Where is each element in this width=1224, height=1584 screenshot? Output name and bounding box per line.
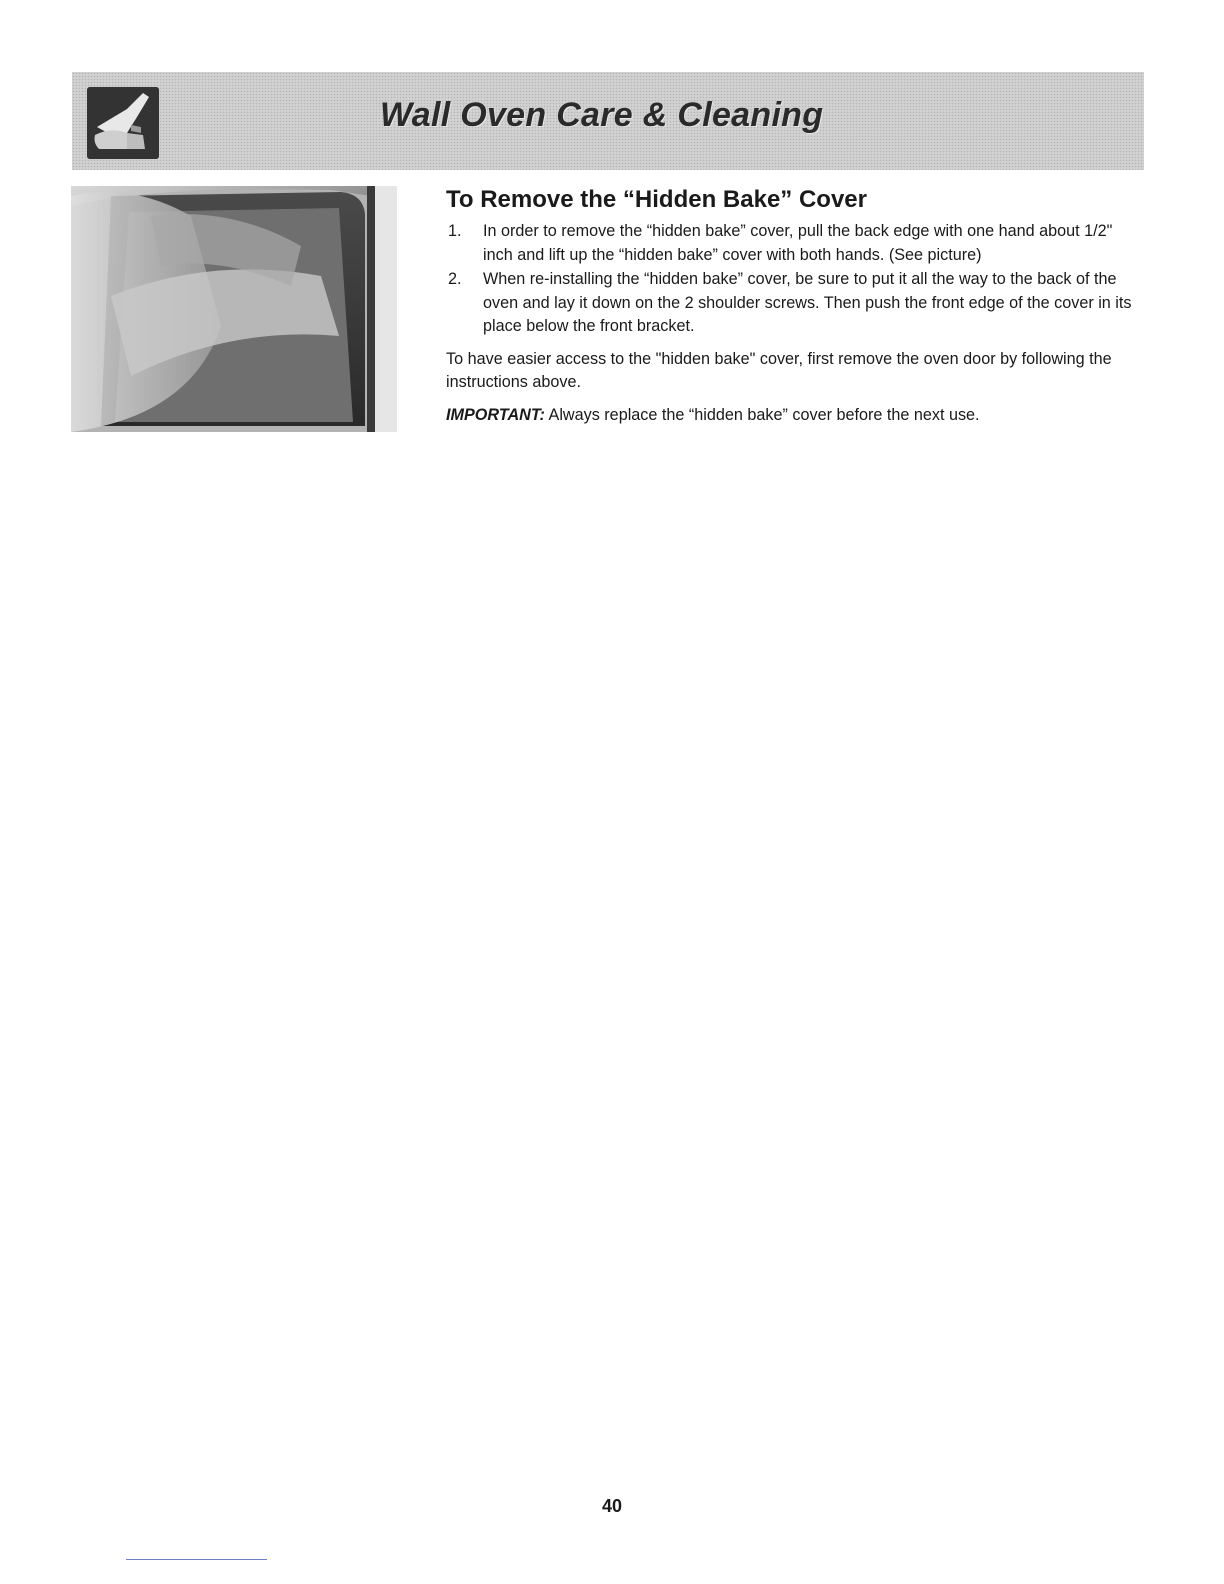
list-item — [446, 220, 1146, 267]
list-item — [446, 268, 1146, 339]
section-title: To Remove the “Hidden Bake” Cover — [446, 186, 867, 213]
step-number: 1. — [448, 222, 462, 240]
cleaning-hand-icon — [87, 87, 159, 159]
oven-hidden-bake-cover-photo — [71, 186, 397, 432]
page-title: Wall Oven Care & Cleaning — [380, 96, 824, 134]
footer-divider — [126, 1559, 267, 1560]
important-text: Always replace the “hidden bake” cover before the next use. — [544, 405, 980, 424]
content-column — [446, 186, 1146, 427]
important-label: IMPORTANT: — [446, 405, 545, 424]
step-text: In order to remove the “hidden bake” cover, pull the back edge with one hand about 1/2" inch and lift up the “hidden bake” cover with both hands. (See picture) — [483, 222, 1113, 264]
important-note — [446, 404, 1146, 428]
instruction-steps — [446, 220, 1146, 339]
access-note: To have easier access to the "hidden bake" cover, first remove the oven door by following the instructions above. — [446, 349, 1112, 391]
step-number: 2. — [448, 270, 462, 288]
page-number: 40 — [601, 1496, 623, 1516]
step-text: When re-installing the “hidden bake” cover, be sure to put it all the way to the back of the oven and lay it down on the 2 shoulder screws. Then push the front edge of the cover in its place below the front bracket. — [483, 270, 1132, 335]
